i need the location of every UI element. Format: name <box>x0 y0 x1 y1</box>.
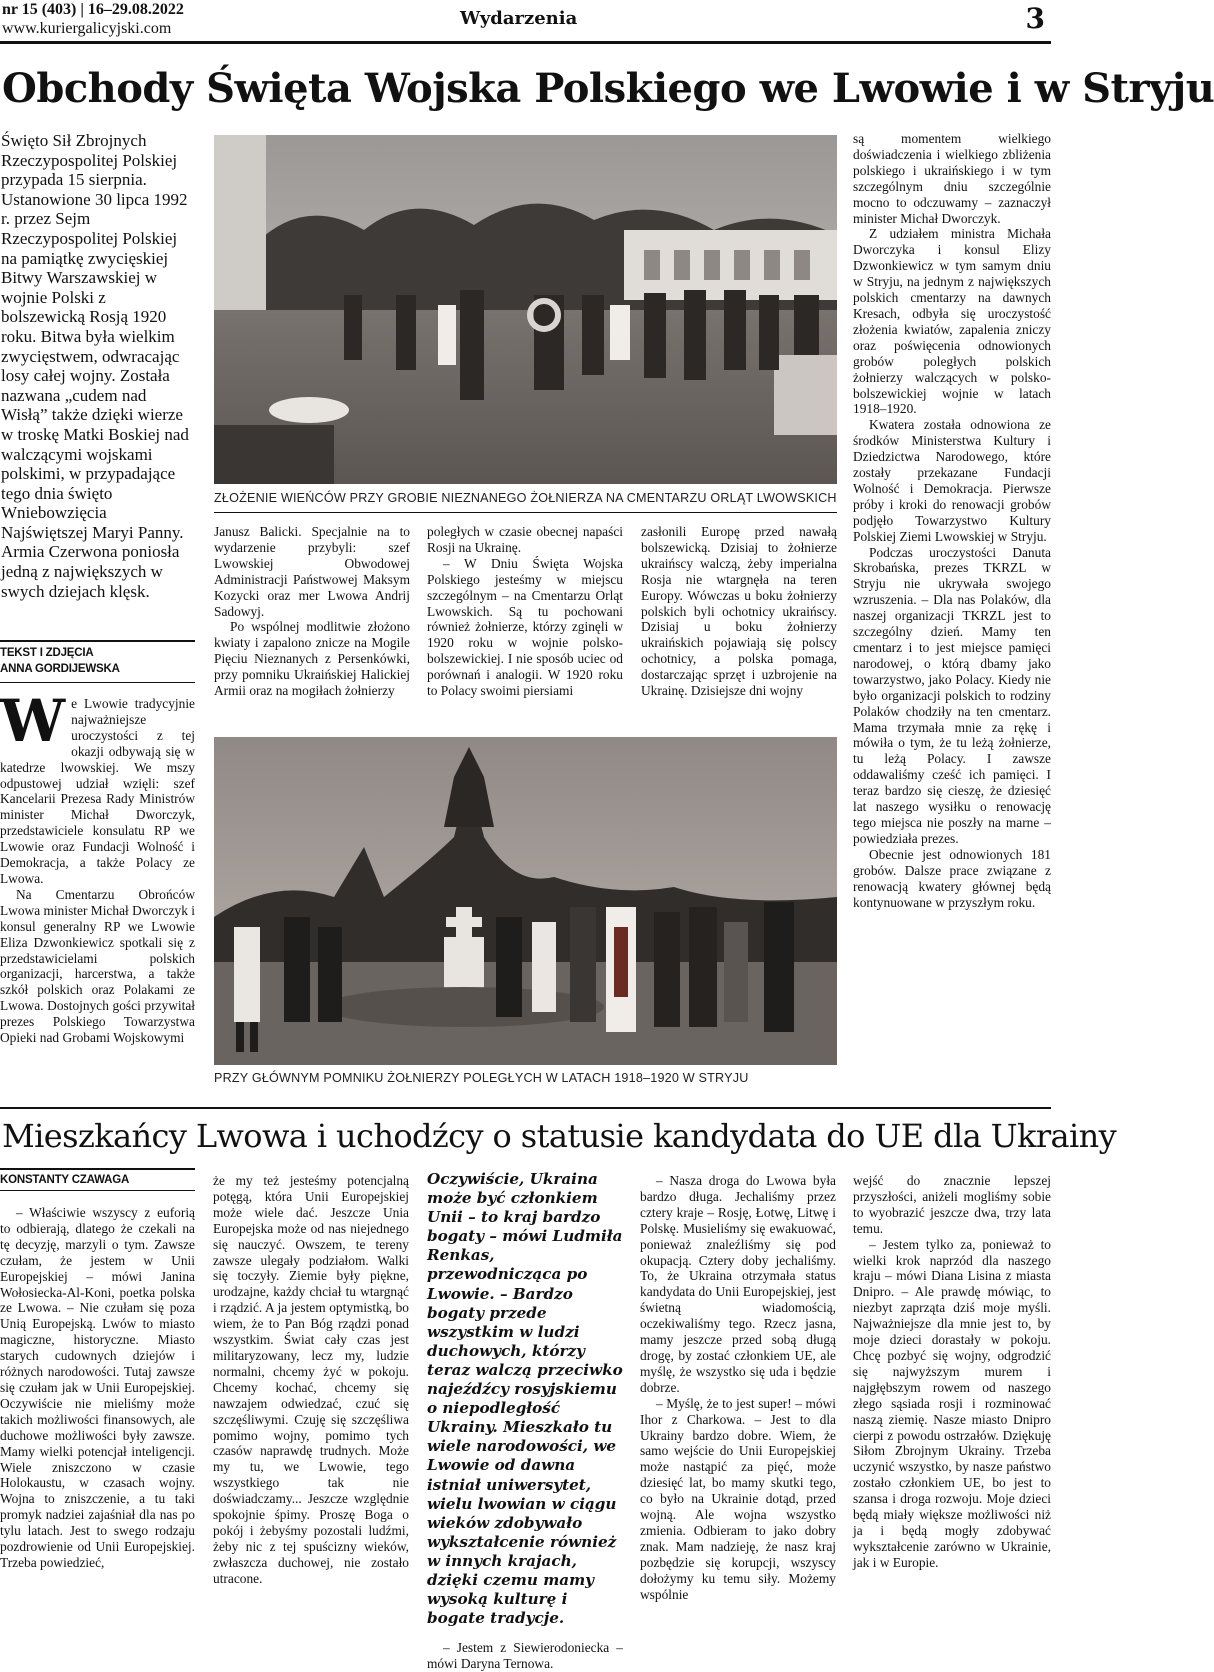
paragraph: – Właściwie wszyscy z euforią to odbierają, dlatego że czekali na tę decyzję, marzyli o tym. Zawsze czułam, że jestem w Unii Europejskiej – mówi Janina Wołosiecka-Al-Koni, poetka polska ze Lwowa. – Nie czułam się poza Unią Europejską. Lwów to miasto magiczne, historyczne. Miasto starych cudownych dziejów i różnych narodowości. Tutaj zawsze się czułam jak w Unii Europejskiej. Oczywiście nie mieliśmy może takich możliwości finansowych, ale duchowe możliwości były zawsze. Mamy wielki potencjał inteligencji. Wiele zniszczono w czasie Holokaustu, w czasach wojny. Wojna to zniszczenie, a tu taki promyk nadziei zajaśniał dla nas po tylu latach. Jest to swego rodzaju pozdrowienie od Unii Europejskiej. Trzeba powiedzieć, <box>0 1205 195 1570</box>
paragraph: Janusz Balicki. Specjalnie na to wydarzenie przybyli: szef Lwowskiej Obwodowej Administracji Państwowej Maksym Kozycki oraz mer Lwowa Andrij Sadowyj. <box>214 524 410 619</box>
article-divider <box>0 1107 1051 1109</box>
paragraph: wejść do znacznie lepszej przyszłości, aniżeli mogliśmy sobie to wyobrazić jeszcze dwa, trzy lata temu. <box>853 1173 1051 1236</box>
dropcap: W <box>0 687 66 755</box>
paragraph: poległych w czasie obecnej napaści Rosji na Ukrainę. <box>427 524 623 555</box>
article1-column-1 <box>0 687 195 1086</box>
paragraph: – Myślę, że to jest super! – mówi Ihor z Charkowa. – Jest to dla Ukrainy bardzo dobre. Wiem, że samo wejście do Unii Europejskiej może nastąpić za pięć, może dziesięć lat, bo mamy skutki tego, co było na Ukrainie dotąd, przed wojną. Ale wojna wszystko zmienia. Odbieram to jako dobry znak. Mam nadzieję, że nasz kraj pozbędzie się korupcji, wszyscy dołożymy ku temu siły. Możemy wspólnie <box>640 1395 836 1602</box>
issue-number: nr 15 (403) | 16–29.08.2022 <box>2 1 184 18</box>
paragraph: – Nasza droga do Lwowa była bardzo długa. Jechaliśmy przez cztery kraje – Rosję, Łotwę, Litwę i Polskę. Musieliśmy się ewakuować, ponieważ znaleźliśmy się pod okupacją. Cztery doby jechaliśmy. To, że Ukraina otrzymała status kandydata do Unii Europejskiej, jest świetną wiadomością, oczekiwaliśmy tego. Rzecz jasna, mamy jeszcze przed sobą długą drogę, by zostać członkiem UE, ale myślę, że wszystko się uda i będzie dobrze. <box>640 1173 836 1395</box>
paragraph: Podczas uroczystości Danuta Skrobańska, prezes TKRZL w Stryju nie ukrywała swojego wzruszenia. – Dla nas Polaków, dla naszej organizacji TKRZL jest to szczególny dzień. Mamy ten cmentarz i to jest miejsce pamięci narodowej, o którą dbamy jako towarzystwo, jako Polacy. Kiedy nie było organizacji polskich to rodziny Polaków chodziły na ten cmentarz. Mama trzymała mnie za rękę i mówiła o tym, że tu leżą żołnierze, tu leżą Polacy. I zawsze oddawaliśmy cześć ich pamięci. I teraz bardzo się cieszę, że dziesięć lat naszego wysiłku o renowację tego miejsca nie poszły na marne – powiedziała prezes. <box>853 544 1051 846</box>
paragraph: – Jestem tylko za, ponieważ to wielki krok naprzód dla naszego kraju – mówi Diana Lisina z miasta Dnipro. – Ale prawdę mówiąc, to niezbyt zaprząta dziś moje myśli. Najważniejsze dla mnie jest to, by moje dzieci dorastały w pokoju. Chcę pozbyć się wojny, odgrodzić się najwyższym murem i najgłębszym rowem od naszego złego sąsiada rosji i rozminować naszą ziemię. Nasze miasto Dnipro cierpi z powodu ostrzałów. Dziękuję Siłom Zbrojnym Ukrainy. Trzeba uczynić wszystko, by nasze państwo zostało członkiem UE, bo jest to szansa i droga rozwoju. Moje dzieci będą miały większe możliwości niż ja i będą mogły zdobywać wykształcenie zarówno w Ukrainie, jak i w Europie. <box>853 1236 1051 1570</box>
article1-column-2 <box>214 524 410 734</box>
section-title: Wydarzenia <box>460 8 578 29</box>
article1-column-5 <box>853 131 1051 1081</box>
photo-2-caption: PRZY GŁÓWNYM POMNIKU ŻOŁNIERZY POLEGŁYCH W LATACH 1918–1920 W STRYJU <box>214 1071 749 1085</box>
issue-info <box>2 0 184 38</box>
page-number: 3 <box>1025 2 1045 35</box>
photo-stryj-monument <box>214 737 837 1065</box>
byline-rule <box>0 640 195 642</box>
caption-rule <box>214 512 837 513</box>
paragraph: Z udziałem ministra Michała Dworczyka i konsul Elizy Dzwonkiewicz w tym samym dniu w Stryju, na jednym z największych polskich cmentarzy na dawnych Kresach, odbyła się uroczystość złożenia kwiatów, zapalenia zniczy oraz poświęcenia odnowionych grobów poległych polskich żołnierzy walczących w polsko-bolszewickiej wojnie w latach 1918–1920. <box>853 226 1051 417</box>
paragraph: że my też jesteśmy potencjalną potęgą, która Unii Europejskiej może wiele dać. Jeszcze Unia Europejska może od nas niejednego się nauczyć. Owszem, te tereny zawsze ulegały podziałom. Walki się toczyły. Ziemie były piękne, urodzajne, każdy chciał tu wtargnąć i rządzić. A ja jestem optymistką, bo wiem, że to Pan Bóg rządzi ponad wszystkim. Świat cały czas jest militaryzowany, lecz my, ludzie normalni, chcemy żyć w pokoju. Chcemy kochać, chcemy się nawzajem odwiedzać, czuć się szczęśliwymi. Czuję się szczęśliwa pomimo wojny, pomimo tych czasów naprawdę trudnych. Może my tu, we Lwowie, tego wszystkiego tak nie doświadczamy... Jeszcze względnie spokojnie śpimy. Proszę Boga o pokój i żebyśmy pozostali ludźmi, żeby nic z tej spuścizny wieków, zwłaszcza duchowej, nie zostało utracone. <box>213 1173 409 1586</box>
article2-byline-rule <box>0 1168 195 1170</box>
article2-column-4 <box>640 1173 836 1637</box>
paragraph: Na Cmentarzu Obrońców Lwowa minister Michał Dworczyk i konsul generalny RP we Lwowie Eliza Dzwonkiewicz spotkali się z przedstawicielami polskich organizacji, harcerstwa, a także szkół polskich oraz Polakami ze Lwowa. Dostojnych gości przywitał prezes Polskiego Towarzystwa Opieki nad Grobami Wojskowymi <box>0 886 195 1046</box>
article2-title: Mieszkańcy Lwowa i uchodźcy o statusie kandydata do UE dla Ukrainy <box>2 1117 1117 1155</box>
article2-column-2 <box>213 1173 409 1637</box>
photo-2-image <box>214 737 837 1065</box>
paragraph: Po wspólnej modlitwie złożono kwiaty i zapalono znicze na Mogile Pięciu Nieznanych z Persenkówki, przy pomniku Ukraińskiej Halickiej Armii oraz na mogiłach żołnierzy <box>214 619 410 699</box>
pull-quote: Oczywiście, Ukraina może być członkiem Unii – to kraj bardzo bogaty – mówi Ludmiła Renkas, przewodnicząca po Lwowie. – Bardzo bogaty przede wszystkim w ludzi duchowych, którzy teraz walczą przeciwko najeźdźcy rosyjskiemu o niepodległość Ukrainy. Mieszkało tu wiele narodowości, we Lwowie od dawna istniał uniwersytet, wielu lwowian w ciągu wieków zdobywało wykształcenie również w innych krajach, dzięki czemu mamy wysoką kulturę i bogate tradycje. <box>427 1170 623 1628</box>
paragraph: Kwatera została odnowiona ze środków Ministerstwa Kultury i Dziedzictwa Narodowego, które zostały przekazane Fundacji Wolność i Demokracja. Pierwsze próby i kroki do renowacji grobów podjęło Towarzystwo Kultury Polskiej Ziemi Lwowskiej w Stryju. <box>853 417 1051 544</box>
paragraph: zasłonili Europę przed nawałą bolszewicką. Dzisiaj to żołnierze ukraińscy walczą, żeby imperialna Rosja nie wtargnęła na teren Europy. Wówczas u boku żołnierzy polskich byli ochotnicy ukraińscy. Dzisiaj u boku żołnierzy ukraińskich pojawiają się polscy ochotnicy, a polska pomaga, dostarczając sprzęt i uzbrojenie na Ukrainę. Dzisiejsze dni wojny <box>641 524 837 699</box>
article1-lead: Święto Sił Zbrojnych Rzeczypospolitej Polskiej przypada 15 sierpnia. Ustanowione 30 lipca 1992 r. przez Sejm Rzeczypospolitej Polskiej na pamiątkę zwycięskiej Bitwy Warszawskiej w wojnie Polski z bolszewicką Rosją 1920 roku. Bitwa była wielkim zwycięstwem, odwracając losy całej wojny. Została nazwana „cudem nad Wisłą” także dzięki wierze w troskę Matki Boskiej nad walczącymi wojskami polskimi, w przypadające tego dnia święto Wniebowzięcia Najświętszej Maryi Panny. Armia Czerwona poniosła jedną z największych w swych dziejach klęsk. <box>1 131 189 601</box>
photo-1-caption: ZŁOŻENIE WIEŃCÓW PRZY GROBIE NIEZNANEGO ŻOŁNIERZA NA CMENTARZU ORLĄT LWOWSKICH <box>214 491 837 505</box>
byline-label: TEKST I ZDJĘCIA <box>0 647 94 659</box>
photo-wreath-laying <box>214 135 837 484</box>
article1-byline <box>0 645 195 677</box>
article1-title: Obchody Święta Wojska Polskiego we Lwowie i w Stryju <box>2 65 1214 112</box>
paragraph: – W Dniu Święta Wojska Polskiego jesteśmy w miejscu szczególnym – na Cmentarzu Orląt Lwowskich. Są tu pochowani również żołnierze, którzy zginęli w 1920 roku w wojnie polsko-bolszewickiej. I nie sposób uciec od porównań i analogii. W 1920 roku to Polacy swoimi piersiami <box>427 555 623 699</box>
byline-name: ANNA GORDIJEWSKA <box>0 663 120 675</box>
site-link[interactable]: www.kuriergalicyjski.com <box>2 20 172 37</box>
article1-column-3 <box>427 524 623 734</box>
photo-1-image <box>214 135 837 484</box>
paragraph: e Lwowie tradycyjnie najważniejsze uroczystości z tej okazji odbywają się w katedrze lwowskiej. We mszy odpustowej udział wzięli: szef Kancelarii Prezesa Rady Ministrów minister Michał Dworczyk, przedstawiciele konsulatu RP we Lwowie oraz Fundacji Wolność i Demokracja, a także Polacy ze Lwowa. <box>0 696 195 886</box>
paragraph: są momentem wielkiego doświadczenia i wielkiego zbliżenia polskiego i ukraińskiego i w tym szczególnym dniu szczególnie mocno to odczuwamy – zaznaczył minister Michał Dworczyk. <box>853 131 1051 226</box>
byline-rule-bottom <box>0 682 195 683</box>
article2-byline: KONSTANTY CZAWAGA <box>0 1174 130 1186</box>
header-rule <box>0 41 1051 44</box>
article2-byline-rule-bottom <box>0 1190 195 1191</box>
article1-column-4 <box>641 524 837 734</box>
paragraph: – Jestem z Siewierodoniecka – mówi Daryna Ternowa. <box>427 1640 623 1672</box>
article2-column-3 <box>427 1170 623 1672</box>
paragraph: Obecnie jest odnowionych 181 grobów. Dalsze prace związane z renowacją kwatery głównej będą kontynuowane w przyszłym roku. <box>853 846 1051 910</box>
article2-column-1 <box>0 1205 195 1637</box>
article2-column-5 <box>853 1173 1051 1637</box>
